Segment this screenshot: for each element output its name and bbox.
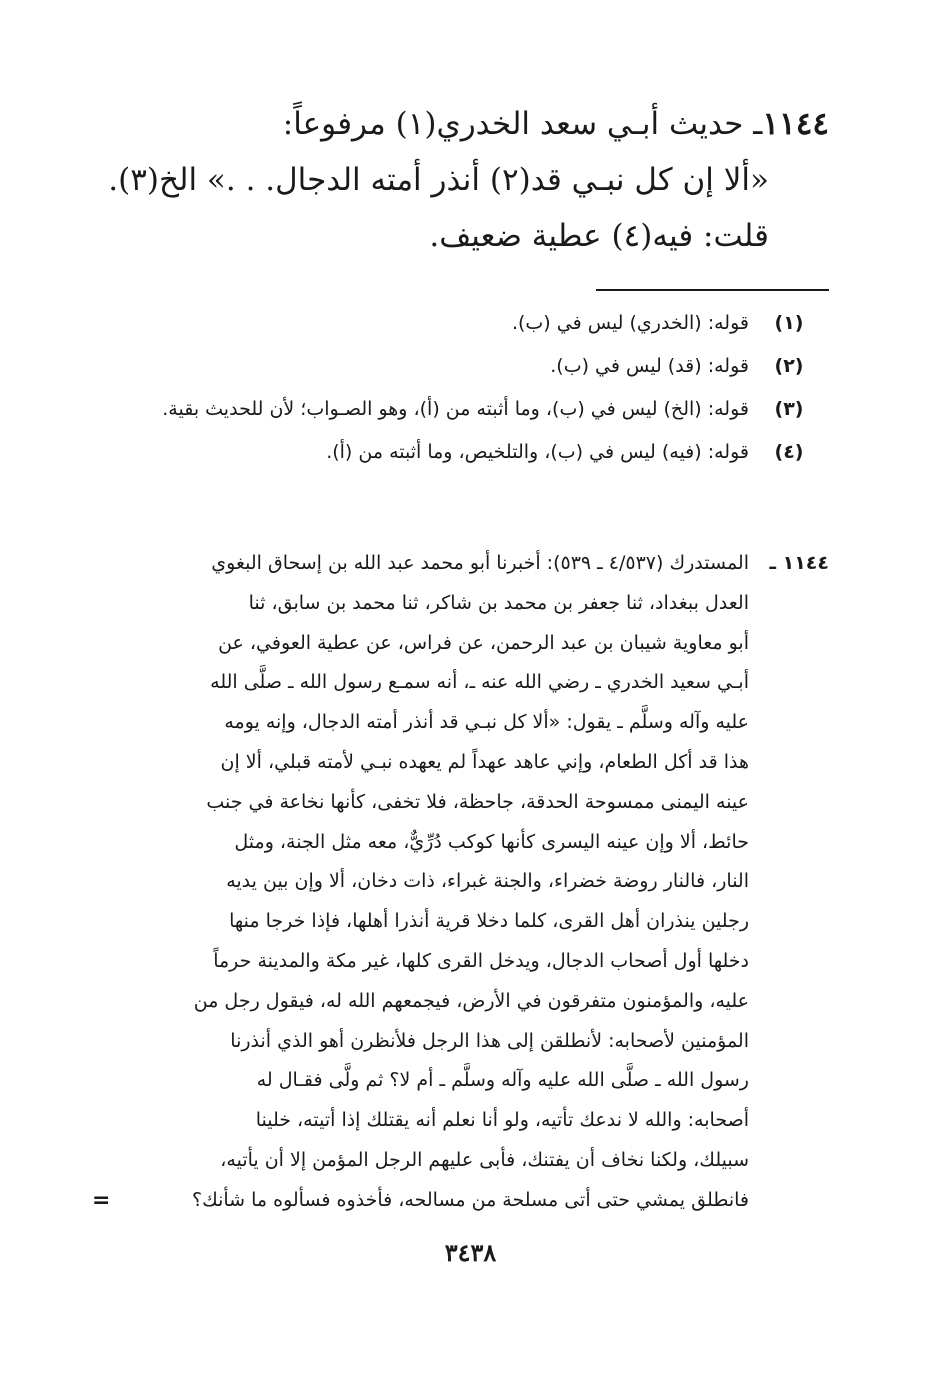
hadith-heading [129,96,829,152]
footnotes [129,308,829,480]
footnote [129,308,829,339]
footnote-number: (٣) [774,398,804,420]
takhrij-line: رجلين ينذران أهل القرى، كلما دخلا قرية أنذرا أهلها، فإذا خرجا منها [229,910,749,933]
takhrij-line: سبيلك، ولكنا نخاف أن يفتنك، فأبى عليهم الرجل المؤمن إلا أن يأتيه، [220,1148,749,1171]
footnote [129,437,829,468]
footnote-number: (١) [774,312,804,334]
takhrij-line: رسول الله ـ صلَّى الله عليه وآله وسلَّم ـ أم لا؟ ثم ولَّى فقـال له [256,1069,749,1092]
continuation-mark: = [92,1188,111,1213]
takhrij-line: فانطلق يمشي حتى أتى مسلحة من مسالحه، فأخذوه فسألوه ما شأنك؟ [191,1188,749,1211]
footnote-separator [596,289,829,291]
takhrij-line: أصحابه: والله لا ندعك تأتيه، ولو أنا نعلم أنه يقتلك إذا أتيته، خلينا [255,1109,749,1132]
takhrij-line: أبـي سعيد الخدري ـ رضي الله عنه ـ، أنه سمـع رسول الله ـ صلَّى الله [210,671,749,694]
footnote-text: قوله: (الخ) ليس في (ب)، وما أثبته من (أ)، وهو الصـواب؛ لأن للحديث بقية. [162,398,749,420]
takhrij-line: أبو معاوية شيبان بن عبد الرحمن، عن فراس، عن عطية العوفي، عن [218,631,749,654]
footnote [129,351,829,382]
takhrij-line: عليه وآله وسلَّم ـ يقول: «ألا كل نبـي قد أنذر أمته الدجال، وإنه يومه [224,711,749,734]
takhrij-line: عليه، والمؤمنون متفرقون في الأرض، فيجمعهم الله له، فيقول رجل من [193,989,749,1012]
footnote-number: (٢) [774,355,804,377]
takhrij-line: العدل ببغداد، ثنا جعفر بن محمد بن شاكر، ثنا محمد بن سابق، ثنا [248,591,749,614]
footnote-text: قوله: (الخدري) ليس في (ب). [511,312,749,334]
takhrij-line: هذا قد أكل الطعام، وإني عاهد عهداً لم يعهده نبـي لأمته قبلي، ألا إن [220,750,749,773]
takhrij-first-row [119,544,829,584]
hadith-title: ـ حديث أبـي سعد الخدري(١) مرفوعاً: [282,106,763,142]
takhrij-line: النار، فالنار روضة خضراء، والجنة غبراء، ذات دخان، ألا وإن بين يديه [226,870,749,893]
takhrij-line: المستدرك (٤/٥٣٧ ـ ٥٣٩): أخبرنا أبو محمد عبد الله بن إسحاق البغوي [211,552,749,574]
hadith-comment: قلت: فيه(٤) عطية ضعيف. [429,218,769,254]
takhrij-line: عينه اليمنى ممسوحة الحدقة، جاحظة، فلا تخفى، كأنها نخاعة في جنب [206,790,749,813]
footnote-text: قوله: (فيه) ليس في (ب)، والتلخيص، وما أثبته من (أ). [326,441,749,463]
footnote-text: قوله: (قد) ليس في (ب). [550,355,749,377]
page-number: ٣٤٣٨ [444,1238,497,1267]
takhrij-line: دخلها أول أصحاب الدجال، ويدخل القرى كلها، غير مكة والمدينة حرماً [213,949,749,972]
takhrij-number: ١١٤٤ ـ [769,552,829,574]
hadith-number: ١١٤٤ [762,106,829,142]
footnote-number: (٤) [774,441,804,463]
takhrij-commentary [119,544,829,1221]
takhrij-line: المؤمنين لأصحابه: لأنطلقن إلى هذا الرجل فلأنظرن أهو الذي أنذرنا [230,1029,749,1052]
hadith-text: «ألا إن كل نبـي قد(٢) أنذر أمته الدجال. . .» الخ(٣). [108,162,769,198]
hadith-block [108,96,829,264]
footnote [129,394,829,425]
takhrij-line: حائط، ألا وإن عينه اليسرى كأنها كوكب دُرِّيٌّ، معه مثل الجنة، ومثل [234,830,749,853]
